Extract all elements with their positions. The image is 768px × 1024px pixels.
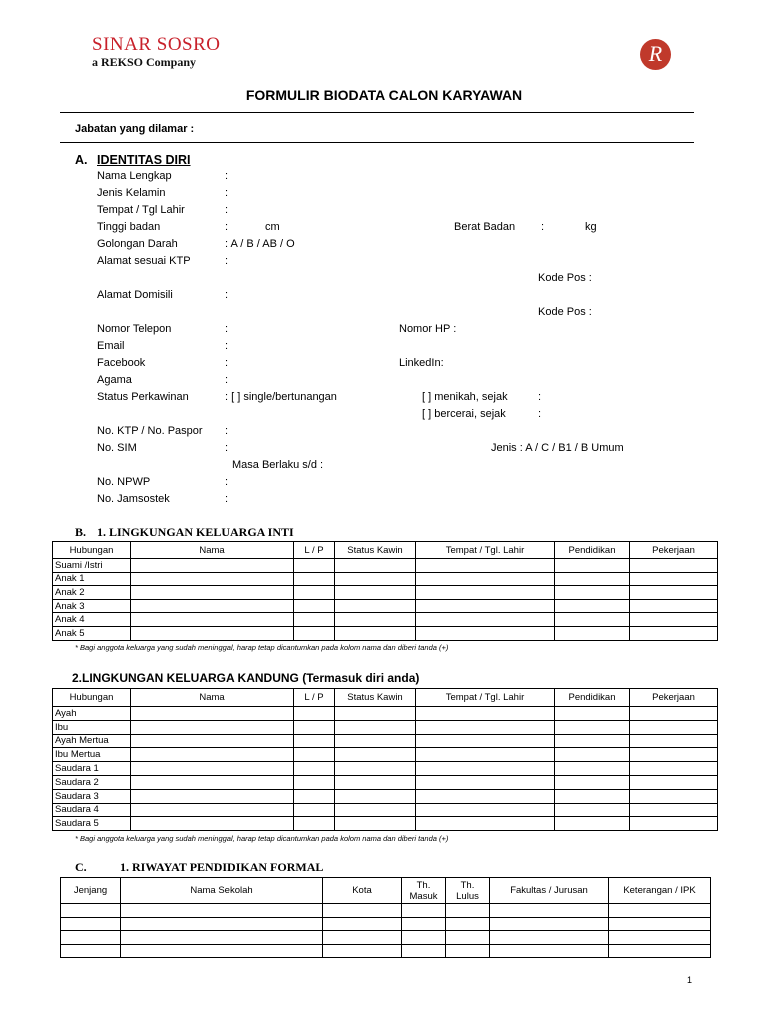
table-row bbox=[61, 917, 711, 931]
table-cell[interactable] bbox=[555, 707, 630, 721]
row-label: Saudara 5 bbox=[53, 817, 131, 831]
table-cell[interactable] bbox=[335, 734, 416, 748]
field-label-telepon: Nomor Telepon bbox=[97, 323, 172, 335]
table-cell[interactable] bbox=[294, 707, 335, 721]
section-b1-title: 1. LINGKUNGAN KELUARGA INTI bbox=[97, 525, 294, 539]
table-cell[interactable] bbox=[131, 789, 294, 803]
table-row bbox=[53, 803, 718, 817]
table-cell[interactable] bbox=[416, 775, 555, 789]
table-row bbox=[53, 817, 718, 831]
table-row bbox=[53, 707, 718, 721]
table-cell[interactable] bbox=[294, 720, 335, 734]
table-cell[interactable] bbox=[630, 720, 718, 734]
table-cell[interactable] bbox=[294, 762, 335, 776]
table-cell[interactable] bbox=[294, 734, 335, 748]
column-header: Status Kawin bbox=[335, 689, 416, 707]
page-number: 1 bbox=[687, 975, 693, 985]
table-cell[interactable] bbox=[630, 572, 718, 586]
table-cell[interactable] bbox=[402, 931, 446, 945]
table-cell[interactable] bbox=[131, 707, 294, 721]
table-cell[interactable] bbox=[555, 626, 630, 640]
brand-tagline: a REKSO Company bbox=[92, 55, 197, 69]
table-cell[interactable] bbox=[555, 803, 630, 817]
field-colon: : bbox=[225, 255, 229, 267]
table-cell[interactable] bbox=[61, 904, 121, 918]
table-cell[interactable] bbox=[416, 720, 555, 734]
row-label: Ibu Mertua bbox=[53, 748, 131, 762]
table-cell[interactable] bbox=[490, 917, 609, 931]
table-cell[interactable] bbox=[335, 817, 416, 831]
field-label-tinggi-unit: cm bbox=[265, 221, 280, 233]
row-label: Saudara 2 bbox=[53, 775, 131, 789]
table-row bbox=[53, 720, 718, 734]
field-label-agama: Agama bbox=[97, 374, 132, 386]
table-cell[interactable] bbox=[630, 559, 718, 573]
field-label-tinggi: Tinggi badan bbox=[97, 221, 161, 233]
table-row bbox=[53, 613, 718, 627]
column-header: Jenjang bbox=[61, 878, 121, 904]
table-cell[interactable] bbox=[609, 931, 711, 945]
field-label-kode-pos-1: Kode Pos : bbox=[538, 272, 592, 284]
field-label-berat: Berat Badan bbox=[454, 221, 516, 233]
column-header: Nama bbox=[131, 689, 294, 707]
table-note: * Bagi anggota keluarga yang sudah meninggal, harap tetap dicantumkan pada kolom nama dan diberi tanda (+) bbox=[75, 643, 449, 652]
table-cell[interactable] bbox=[609, 944, 711, 958]
table-cell[interactable] bbox=[294, 748, 335, 762]
table-cell[interactable] bbox=[131, 748, 294, 762]
table-cell[interactable] bbox=[630, 748, 718, 762]
table-cell[interactable] bbox=[630, 762, 718, 776]
table-row bbox=[53, 559, 718, 573]
field-label-masa-berlaku: Masa Berlaku s/d : bbox=[232, 459, 324, 471]
section-c-letter: C. bbox=[75, 860, 87, 874]
table-cell[interactable] bbox=[131, 586, 294, 600]
row-label: Ayah bbox=[53, 707, 131, 721]
table-row bbox=[61, 931, 711, 945]
section-c-title: 1. RIWAYAT PENDIDIKAN FORMAL bbox=[120, 860, 324, 874]
row-label: Anak 3 bbox=[53, 599, 131, 613]
column-header: Tempat / Tgl. Lahir bbox=[416, 689, 555, 707]
table-cell[interactable] bbox=[609, 917, 711, 931]
education-table bbox=[60, 877, 711, 958]
table-cell[interactable] bbox=[446, 904, 490, 918]
row-label: Anak 1 bbox=[53, 572, 131, 586]
table-cell[interactable] bbox=[131, 720, 294, 734]
table-cell[interactable] bbox=[609, 904, 711, 918]
table-row bbox=[53, 789, 718, 803]
table-cell[interactable] bbox=[555, 720, 630, 734]
table-cell[interactable] bbox=[294, 599, 335, 613]
form-title: FORMULIR BIODATA CALON KARYAWAN bbox=[245, 87, 523, 103]
table-cell[interactable] bbox=[335, 803, 416, 817]
column-header: L / P bbox=[294, 689, 335, 707]
table-cell[interactable] bbox=[416, 599, 555, 613]
table-cell[interactable] bbox=[294, 775, 335, 789]
field-colon: : bbox=[225, 493, 229, 505]
table-cell[interactable] bbox=[555, 586, 630, 600]
field-label-status: Status Perkawinan bbox=[97, 391, 189, 403]
table-cell[interactable] bbox=[490, 904, 609, 918]
table-cell[interactable] bbox=[294, 559, 335, 573]
table-cell[interactable] bbox=[323, 904, 402, 918]
table-row bbox=[61, 904, 711, 918]
field-label-jamsostek: No. Jamsostek bbox=[97, 493, 170, 505]
table-cell[interactable] bbox=[294, 613, 335, 627]
table-cell[interactable] bbox=[323, 944, 402, 958]
field-label-ktp: No. KTP / No. Paspor bbox=[97, 425, 203, 437]
table-row bbox=[53, 748, 718, 762]
table-cell[interactable] bbox=[555, 572, 630, 586]
company-logo-icon: R bbox=[640, 39, 671, 70]
table-cell[interactable] bbox=[555, 599, 630, 613]
field-label-status-menikah: [ ] menikah, sejak bbox=[422, 391, 508, 403]
table-cell[interactable] bbox=[555, 775, 630, 789]
table-cell[interactable] bbox=[335, 748, 416, 762]
column-header: Pendidikan bbox=[555, 542, 630, 559]
column-header: Fakultas / Jurusan bbox=[490, 878, 609, 904]
table-cell[interactable] bbox=[131, 734, 294, 748]
table-cell[interactable] bbox=[446, 944, 490, 958]
section-b2-title: 2.LINGKUNGAN KELUARGA KANDUNG (Termasuk diri anda) bbox=[72, 671, 420, 685]
table-note: * Bagi anggota keluarga yang sudah meninggal, harap tetap dicantumkan pada kolom nama dan diberi tanda (+) bbox=[75, 834, 449, 843]
table-cell[interactable] bbox=[335, 599, 416, 613]
divider bbox=[60, 112, 694, 113]
field-label-kode-pos-2: Kode Pos : bbox=[538, 306, 592, 318]
table-cell[interactable] bbox=[61, 917, 121, 931]
table-cell[interactable] bbox=[121, 904, 323, 918]
field-colon: : bbox=[225, 170, 229, 182]
table-cell[interactable] bbox=[131, 775, 294, 789]
table-cell[interactable] bbox=[490, 931, 609, 945]
table-cell[interactable] bbox=[335, 626, 416, 640]
table-cell[interactable] bbox=[416, 586, 555, 600]
column-header: Status Kawin bbox=[335, 542, 416, 559]
table-cell[interactable] bbox=[416, 803, 555, 817]
field-colon: : bbox=[225, 442, 229, 454]
table-row bbox=[53, 762, 718, 776]
table-cell[interactable] bbox=[416, 572, 555, 586]
column-header: Th. Lulus bbox=[446, 878, 490, 904]
field-colon: : bbox=[538, 391, 542, 403]
table-cell[interactable] bbox=[416, 734, 555, 748]
table-cell[interactable] bbox=[630, 734, 718, 748]
row-label: Saudara 3 bbox=[53, 789, 131, 803]
table-cell[interactable] bbox=[402, 917, 446, 931]
table-cell[interactable] bbox=[630, 817, 718, 831]
table-cell[interactable] bbox=[131, 626, 294, 640]
table-cell[interactable] bbox=[335, 707, 416, 721]
column-header: Kota bbox=[323, 878, 402, 904]
table-cell[interactable] bbox=[402, 904, 446, 918]
table-row bbox=[53, 775, 718, 789]
field-colon: : bbox=[225, 476, 229, 488]
field-colon: : bbox=[225, 204, 229, 216]
table-row bbox=[61, 944, 711, 958]
jabatan-label: Jabatan yang dilamar : bbox=[75, 123, 195, 135]
table-cell[interactable] bbox=[131, 803, 294, 817]
brand-name: SINAR SOSRO bbox=[92, 34, 221, 55]
row-label: Anak 4 bbox=[53, 613, 131, 627]
field-label-ttl: Tempat / Tgl Lahir bbox=[97, 204, 185, 216]
table-cell[interactable] bbox=[61, 931, 121, 945]
table-cell[interactable] bbox=[416, 559, 555, 573]
table-cell[interactable] bbox=[121, 917, 323, 931]
table-cell[interactable] bbox=[131, 762, 294, 776]
field-colon: : bbox=[538, 408, 542, 420]
row-label: Anak 2 bbox=[53, 586, 131, 600]
table-cell[interactable] bbox=[630, 626, 718, 640]
section-a-letter: A. bbox=[75, 153, 88, 167]
field-colon: : bbox=[225, 425, 229, 437]
table-cell[interactable] bbox=[294, 803, 335, 817]
column-header: Nama bbox=[131, 542, 294, 559]
table-cell[interactable] bbox=[555, 734, 630, 748]
row-label: Ibu bbox=[53, 720, 131, 734]
row-label: Anak 5 bbox=[53, 626, 131, 640]
field-colon: : bbox=[225, 340, 229, 352]
table-cell[interactable] bbox=[416, 789, 555, 803]
table-cell[interactable] bbox=[630, 789, 718, 803]
table-cell[interactable] bbox=[416, 707, 555, 721]
field-colon: : bbox=[225, 323, 229, 335]
field-label-alamat-domisili: Alamat Domisili bbox=[97, 289, 173, 301]
field-label-jenis-kelamin: Jenis Kelamin bbox=[97, 187, 166, 199]
column-header: Nama Sekolah bbox=[121, 878, 323, 904]
table-cell[interactable] bbox=[131, 599, 294, 613]
table-cell[interactable] bbox=[131, 613, 294, 627]
field-colon: : bbox=[225, 187, 229, 199]
table-cell[interactable] bbox=[335, 572, 416, 586]
field-label-hp: Nomor HP : bbox=[399, 323, 457, 335]
table-row bbox=[53, 599, 718, 613]
column-header: Pekerjaan bbox=[630, 542, 718, 559]
table-cell[interactable] bbox=[294, 626, 335, 640]
table-cell[interactable] bbox=[335, 775, 416, 789]
field-label-linkedin: LinkedIn: bbox=[399, 357, 444, 369]
table-cell[interactable] bbox=[630, 707, 718, 721]
section-b-letter: B. bbox=[75, 525, 87, 539]
table-cell[interactable] bbox=[61, 944, 121, 958]
table-cell[interactable] bbox=[630, 613, 718, 627]
table-row bbox=[53, 572, 718, 586]
table-cell[interactable] bbox=[555, 613, 630, 627]
field-label-status-cerai: [ ] bercerai, sejak bbox=[422, 408, 506, 420]
table-cell[interactable] bbox=[131, 572, 294, 586]
divider bbox=[60, 142, 694, 143]
table-cell[interactable] bbox=[630, 803, 718, 817]
table-cell[interactable] bbox=[335, 559, 416, 573]
table-cell[interactable] bbox=[131, 817, 294, 831]
table-cell[interactable] bbox=[416, 762, 555, 776]
table-cell[interactable] bbox=[294, 789, 335, 803]
table-cell[interactable] bbox=[323, 931, 402, 945]
table-cell[interactable] bbox=[555, 748, 630, 762]
table-cell[interactable] bbox=[630, 775, 718, 789]
field-label-email: Email bbox=[97, 340, 125, 352]
table-cell[interactable] bbox=[555, 762, 630, 776]
table-cell[interactable] bbox=[335, 762, 416, 776]
field-label-berat-unit: kg bbox=[585, 221, 597, 233]
field-label-status-single: : [ ] single/bertunangan bbox=[225, 391, 337, 403]
column-header: Keterangan / IPK bbox=[609, 878, 711, 904]
table-cell[interactable] bbox=[294, 586, 335, 600]
field-label-npwp: No. NPWP bbox=[97, 476, 151, 488]
column-header: L / P bbox=[294, 542, 335, 559]
column-header: Hubungan bbox=[53, 542, 131, 559]
field-label-golongan: Golongan Darah bbox=[97, 238, 178, 250]
section-a-title: IDENTITAS DIRI bbox=[97, 153, 191, 167]
table-cell[interactable] bbox=[490, 944, 609, 958]
table-row bbox=[53, 626, 718, 640]
column-header: Th. Masuk bbox=[402, 878, 446, 904]
row-label: Ayah Mertua bbox=[53, 734, 131, 748]
table-cell[interactable] bbox=[630, 586, 718, 600]
field-label-golongan-options: : A / B / AB / O bbox=[225, 238, 295, 250]
table-cell[interactable] bbox=[402, 944, 446, 958]
field-label-alamat-ktp: Alamat sesuai KTP bbox=[97, 255, 191, 267]
table-cell[interactable] bbox=[121, 931, 323, 945]
table-cell[interactable] bbox=[446, 931, 490, 945]
table-cell[interactable] bbox=[630, 599, 718, 613]
field-label-sim: No. SIM bbox=[97, 442, 137, 454]
table-cell[interactable] bbox=[416, 748, 555, 762]
table-cell[interactable] bbox=[555, 559, 630, 573]
table-cell[interactable] bbox=[555, 817, 630, 831]
field-colon: : bbox=[225, 289, 229, 301]
table-cell[interactable] bbox=[131, 559, 294, 573]
family-core-table bbox=[52, 541, 718, 641]
table-cell[interactable] bbox=[416, 817, 555, 831]
field-label-nama: Nama Lengkap bbox=[97, 170, 172, 182]
table-cell[interactable] bbox=[335, 789, 416, 803]
table-cell[interactable] bbox=[294, 817, 335, 831]
field-colon: : bbox=[225, 357, 229, 369]
table-row bbox=[53, 734, 718, 748]
table-cell[interactable] bbox=[335, 720, 416, 734]
column-header: Hubungan bbox=[53, 689, 131, 707]
column-header: Pendidikan bbox=[555, 689, 630, 707]
row-label: Saudara 1 bbox=[53, 762, 131, 776]
table-cell[interactable] bbox=[335, 613, 416, 627]
table-cell[interactable] bbox=[335, 586, 416, 600]
field-colon: : bbox=[225, 221, 229, 233]
table-cell[interactable] bbox=[416, 613, 555, 627]
table-cell[interactable] bbox=[121, 944, 323, 958]
column-header: Tempat / Tgl. Lahir bbox=[416, 542, 555, 559]
field-colon: : bbox=[225, 374, 229, 386]
column-header: Pekerjaan bbox=[630, 689, 718, 707]
table-cell[interactable] bbox=[446, 917, 490, 931]
row-label: Saudara 4 bbox=[53, 803, 131, 817]
table-cell[interactable] bbox=[294, 572, 335, 586]
field-colon: : bbox=[541, 221, 545, 233]
table-cell[interactable] bbox=[416, 626, 555, 640]
field-label-facebook: Facebook bbox=[97, 357, 146, 369]
family-origin-table bbox=[52, 688, 718, 831]
row-label: Suami /Istri bbox=[53, 559, 131, 573]
table-row bbox=[53, 586, 718, 600]
table-cell[interactable] bbox=[555, 789, 630, 803]
field-label-sim-jenis: Jenis : A / C / B1 / B Umum bbox=[491, 442, 624, 454]
table-cell[interactable] bbox=[323, 917, 402, 931]
